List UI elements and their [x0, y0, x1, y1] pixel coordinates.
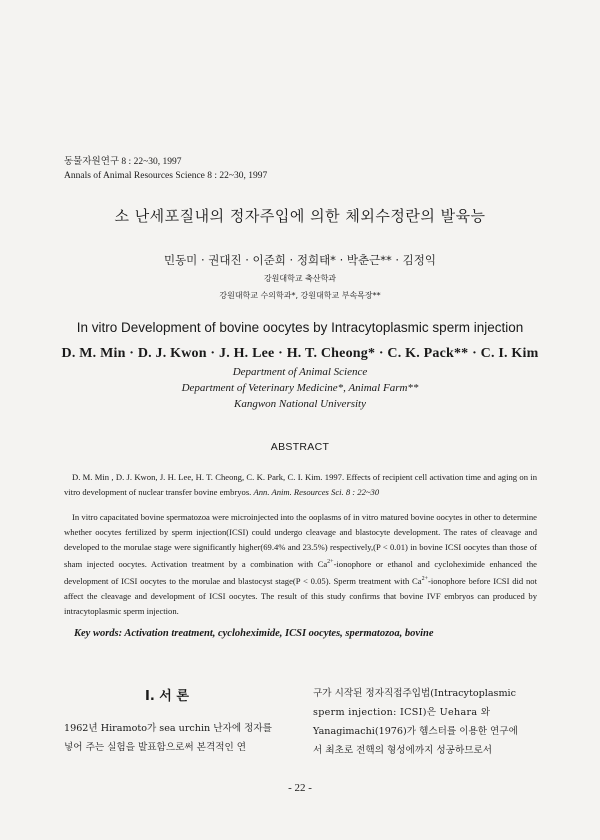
authors-english: D. M. Min · D. J. Kwon · J. H. Lee · H. T. Cheong* · C. K. Pack** · C. I. Kim	[61, 346, 539, 361]
right-column-line: 구가 시작된 정자직접주입법(Intracytoplasmic	[313, 688, 516, 699]
page-number: - 22 -	[288, 782, 312, 794]
affiliation-english-1: Department of Animal Science	[232, 366, 368, 378]
left-column-line: 넣어 주는 실험을 발표함으로써 본격적인 연	[64, 742, 247, 753]
affiliation-korean-1: 강원대학교 축산학과	[263, 274, 337, 283]
keywords: Key words: Activation treatment, cycloheximide, ICSI oocytes, spermatozoa, bovine	[74, 628, 434, 639]
affiliation-english-2: Department of Veterinary Medicine*, Animal Farm**	[181, 382, 419, 394]
left-column	[64, 719, 304, 757]
authors-korean: 민동미 · 권대진 · 이준희 · 정희태* · 박춘근** · 김정익	[163, 253, 437, 267]
abstract-body	[64, 510, 537, 619]
section-heading-introduction: I. 서 론	[145, 689, 189, 704]
right-column-line: sperm injection: ICSI)은 Uehara 와	[313, 707, 491, 718]
journal-header	[64, 155, 267, 183]
right-column-line: 서 최초로 전핵의 형성에까지 성공하므로서	[313, 745, 493, 756]
superscript-charge-1: 2+	[327, 559, 334, 565]
journal-line-ko: 동물자원연구 8 : 22~30, 1997	[64, 157, 182, 167]
affiliation-korean-2: 강원대학교 수의학과*, 강원대학교 부속목장**	[219, 291, 381, 300]
right-column-line: Yanagimachi(1976)가 헴스터를 이용한 연구에	[313, 726, 518, 737]
abstract-part-1: In vitro capacitated bovine spermatozoa were microinjected into the ooplasms of in vitro matured bovine oocytes in other to determine whether oocytes fertilized by sperm injection(ICSI) could undergo cleavage and blastocyte development. The rates of cleavage and developed to the morulae stage were significantly higher(69.4% and 23.5%) respectively,(P < 0.01) in bovine ICSI oocytes than those of sham injected oocytes. Activation treatment by a combination with Ca	[64, 512, 537, 569]
citation-text: D. M. Min , D. J. Kwon, J. H. Lee, H. T. Cheong, C. K. Park, C. I. Kim. 1997. Effects of recipient cell activation time and aging on in vitro development of nuclear transfer bovine embryos.	[64, 472, 537, 497]
right-column	[313, 684, 543, 760]
abstract-heading: ABSTRACT	[270, 441, 330, 453]
citation-paragraph	[64, 470, 537, 500]
abstract-part-2: -ionophore or ethanol and cycloheximide enhanced the development of ICSI oocytes to the morulae and blastocyst stage(P < 0.05). Sperm treatment with Ca	[64, 558, 537, 586]
left-column-line: 1962년 Hiramoto가 sea urchin 난자에 정자를	[64, 723, 272, 734]
affiliation-english-3: Kangwon National University	[234, 398, 366, 410]
journal-line-en: Annals of Animal Resources Science 8 : 22~30, 1997	[64, 171, 268, 181]
citation-journal: Ann. Anim. Resources Sci. 8 : 22~30	[253, 487, 380, 497]
abstract-part-3: -ionophore before ICSI did not affect the cleavage and development of ICSI oocytes. The result of this study confirms that bovine IVF embryos can produced by intracytoplasmic sperm injection.	[64, 575, 537, 616]
title-english: In vitro Development of bovine oocytes by Intracytoplasmic sperm injection	[76, 320, 524, 335]
title-korean: 소 난세포질내의 정자주입에 의한 체외수정란의 발육능	[114, 207, 486, 225]
superscript-charge-2: 2+	[421, 575, 428, 582]
